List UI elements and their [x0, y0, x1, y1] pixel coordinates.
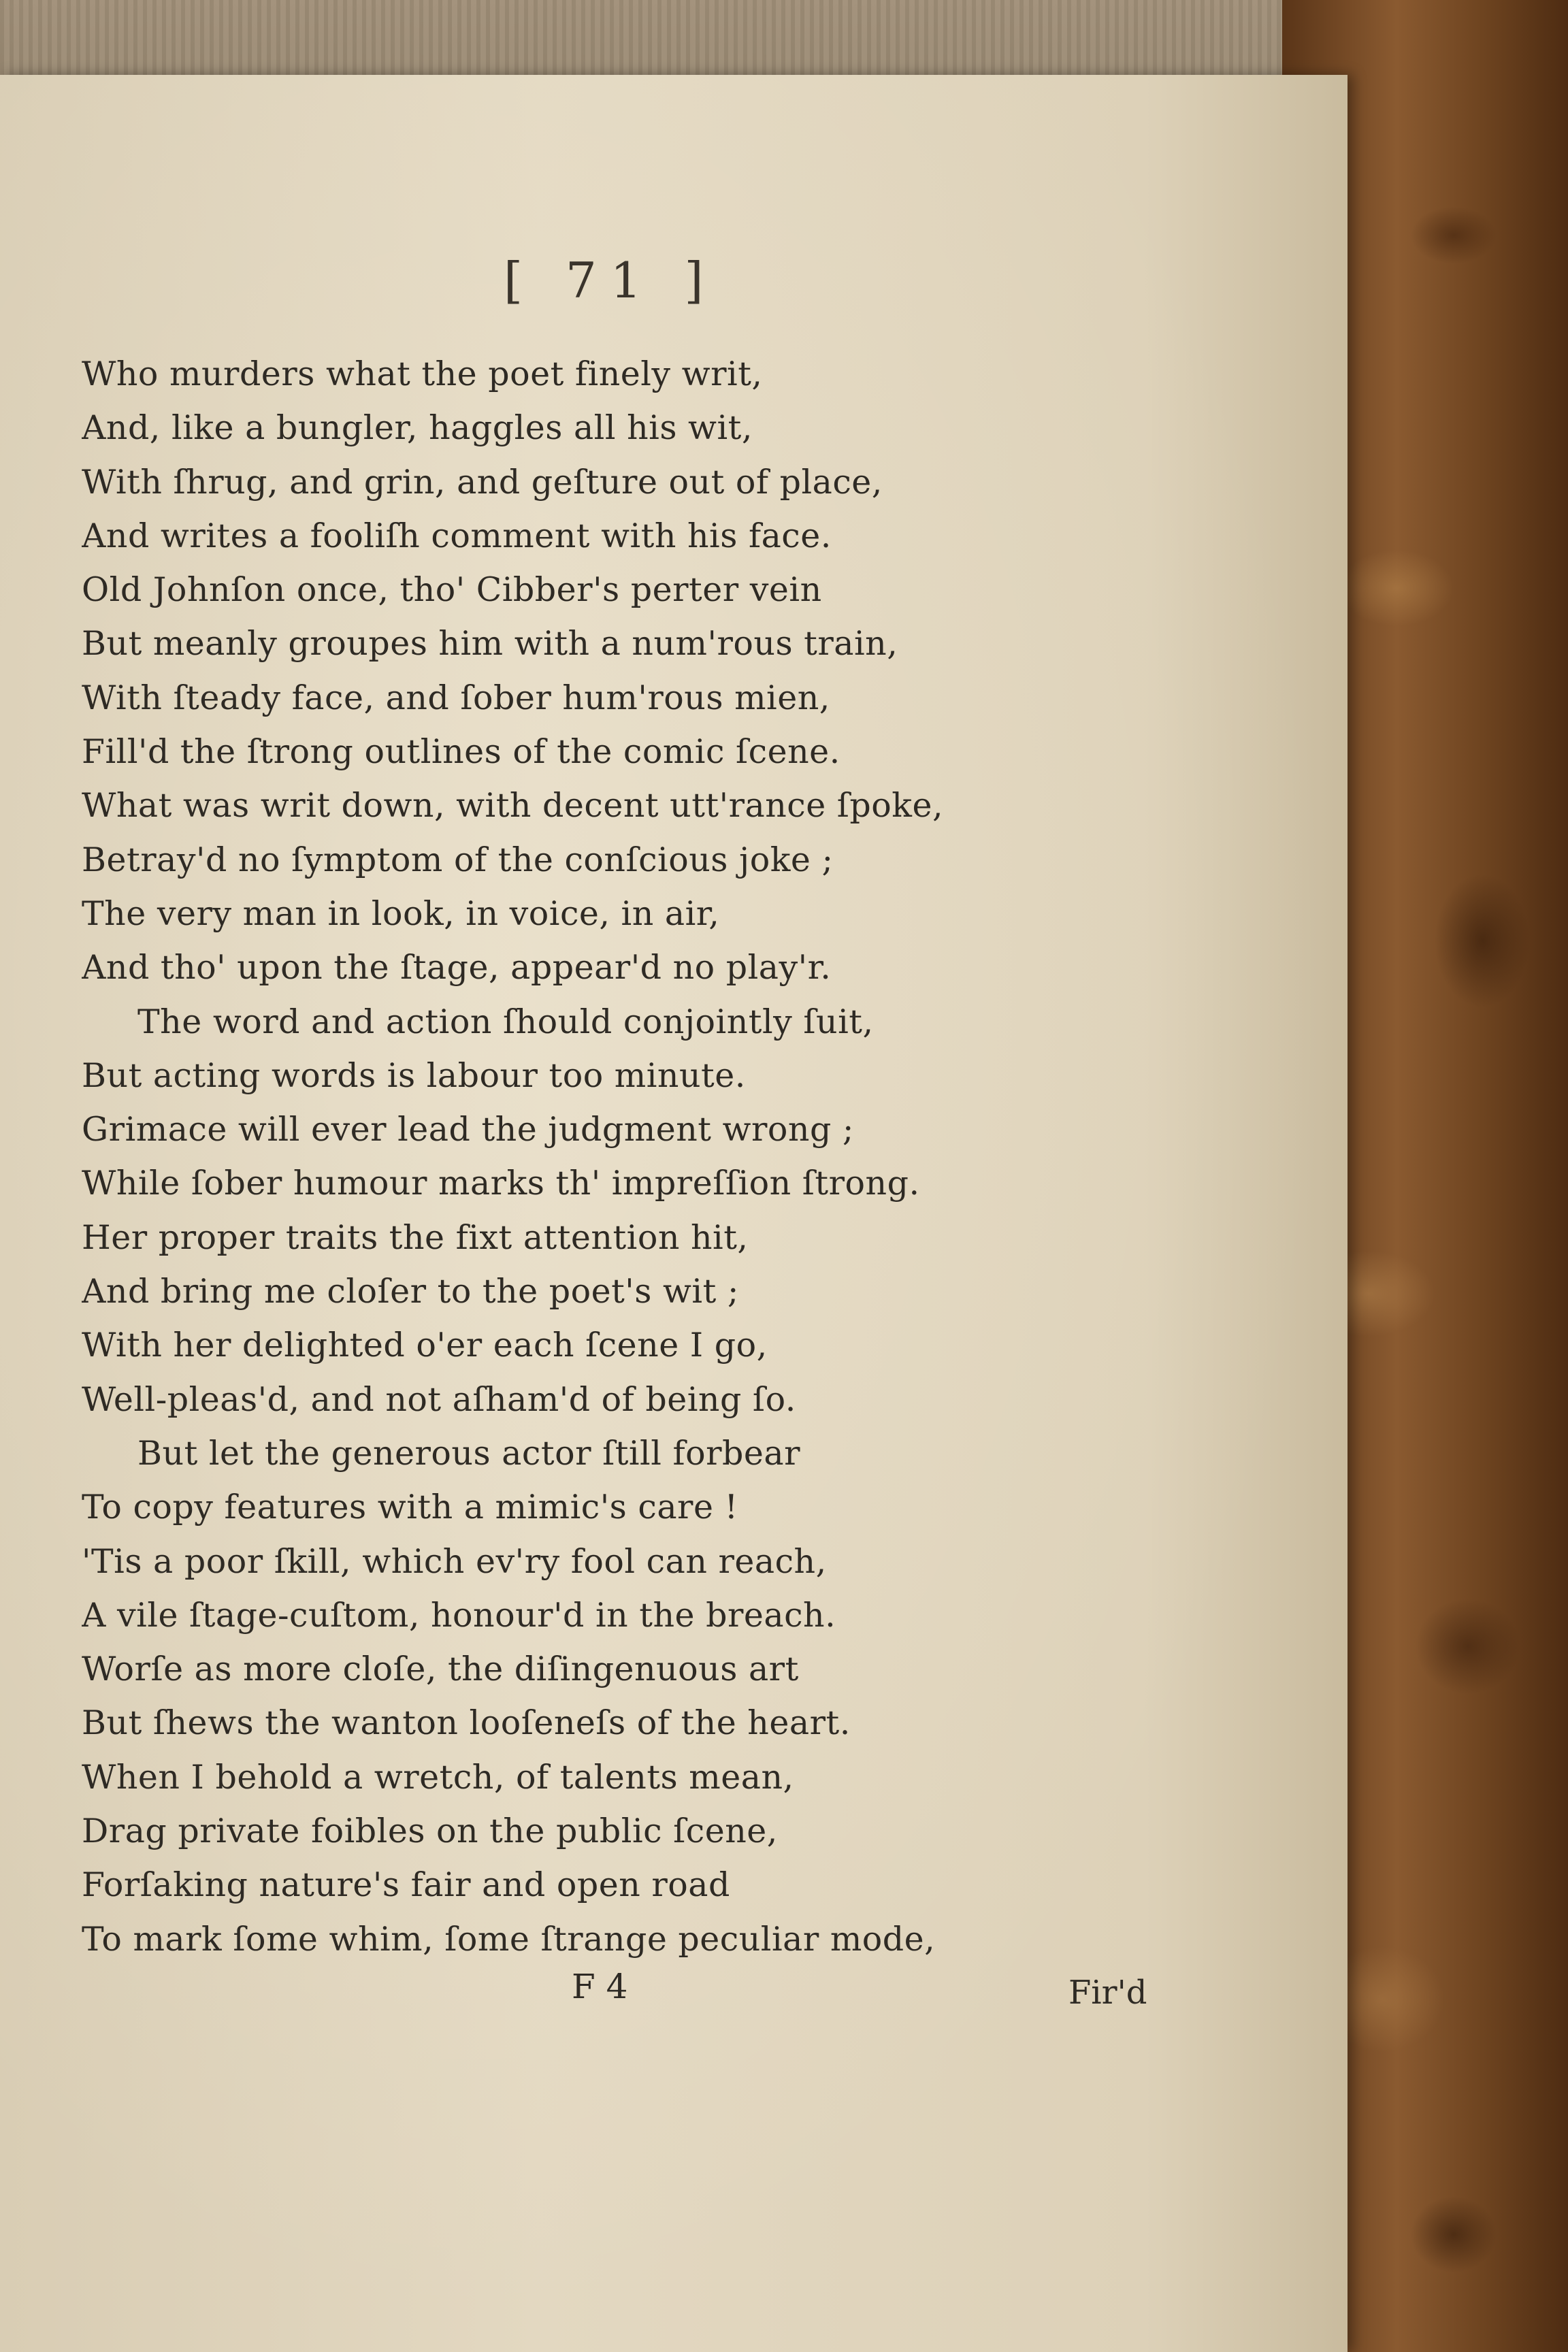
poem-line: To copy features with a mimic's care ! [82, 1488, 738, 1527]
book-page [0, 75, 1348, 2352]
poem-line: When I behold a wretch, of talents mean, [82, 1757, 794, 1797]
poem-line: With ſteady face, and ſober hum'rous mien, [82, 678, 830, 717]
poem-line: 'Tis a poor ſkill, which ev'ry fool can reach, [82, 1541, 827, 1581]
poem-line: And bring me cloſer to the poet's wit ; [82, 1272, 739, 1311]
poem-line: Who murders what the poet finely writ, [82, 355, 763, 393]
poem-line: And tho' upon the ſtage, appear'd no play'r. [82, 948, 832, 987]
poem-line: Betray'd no ſymptom of the conſcious joke ; [82, 840, 834, 879]
poem-line: The very man in look, in voice, in air, [82, 894, 720, 933]
poem-line: Well-pleas'd, and not aſham'd of being ſo. [82, 1379, 796, 1419]
poem-line: The word and action ſhould conjointly ſuit, [137, 1002, 874, 1041]
page-number: [ 71 ] [504, 252, 717, 309]
poem-line: Old Johnſon once, tho' Cibber's perter vein [82, 570, 822, 610]
poem-line: And writes a fooliſh comment with his face. [82, 516, 832, 555]
poem-line: But ſhews the wanton looſeneſs of the heart. [82, 1703, 851, 1743]
poem-line: And, like a bungler, haggles all his wit, [82, 408, 753, 448]
poem-line: Fill'd the ſtrong outlines of the comic ſcene. [82, 732, 840, 772]
poem-line: But meanly groupes him with a num'rous train, [82, 624, 898, 664]
poem-line: Drag private foibles on the public ſcene, [82, 1812, 778, 1851]
poem-line: A vile ſtage-cuſtom, honour'd in the breach. [82, 1595, 836, 1635]
poem-line: Worſe as more cloſe, the diſingenuous art [82, 1650, 799, 1689]
poem-text [82, 347, 1048, 1966]
signature-mark: F 4 [572, 1967, 628, 2006]
poem-line: But acting words is labour too minute. [82, 1056, 746, 1095]
poem-line: With her delighted o'er each ſcene I go, [82, 1326, 768, 1365]
poem-line: Her proper traits the fixt attention hit, [82, 1218, 749, 1257]
catchword: Fir'd [1068, 1974, 1147, 2012]
poem-line: Grimace will ever lead the judgment wrong ; [82, 1110, 854, 1149]
poem-line: But let the generous actor ſtill forbear [137, 1433, 801, 1473]
poem-line: What was writ down, with decent utt'rance ſpoke, [82, 786, 944, 826]
poem-line: To mark ſome whim, ſome ſtrange peculiar mode, [82, 1919, 936, 1959]
poem-line: Forſaking nature's fair and open road [82, 1865, 730, 1905]
poem-line: While ſober humour marks th' impreſſion ſtrong. [82, 1164, 920, 1203]
poem-line: With ſhrug, and grin, and geſture out of place, [82, 462, 883, 502]
